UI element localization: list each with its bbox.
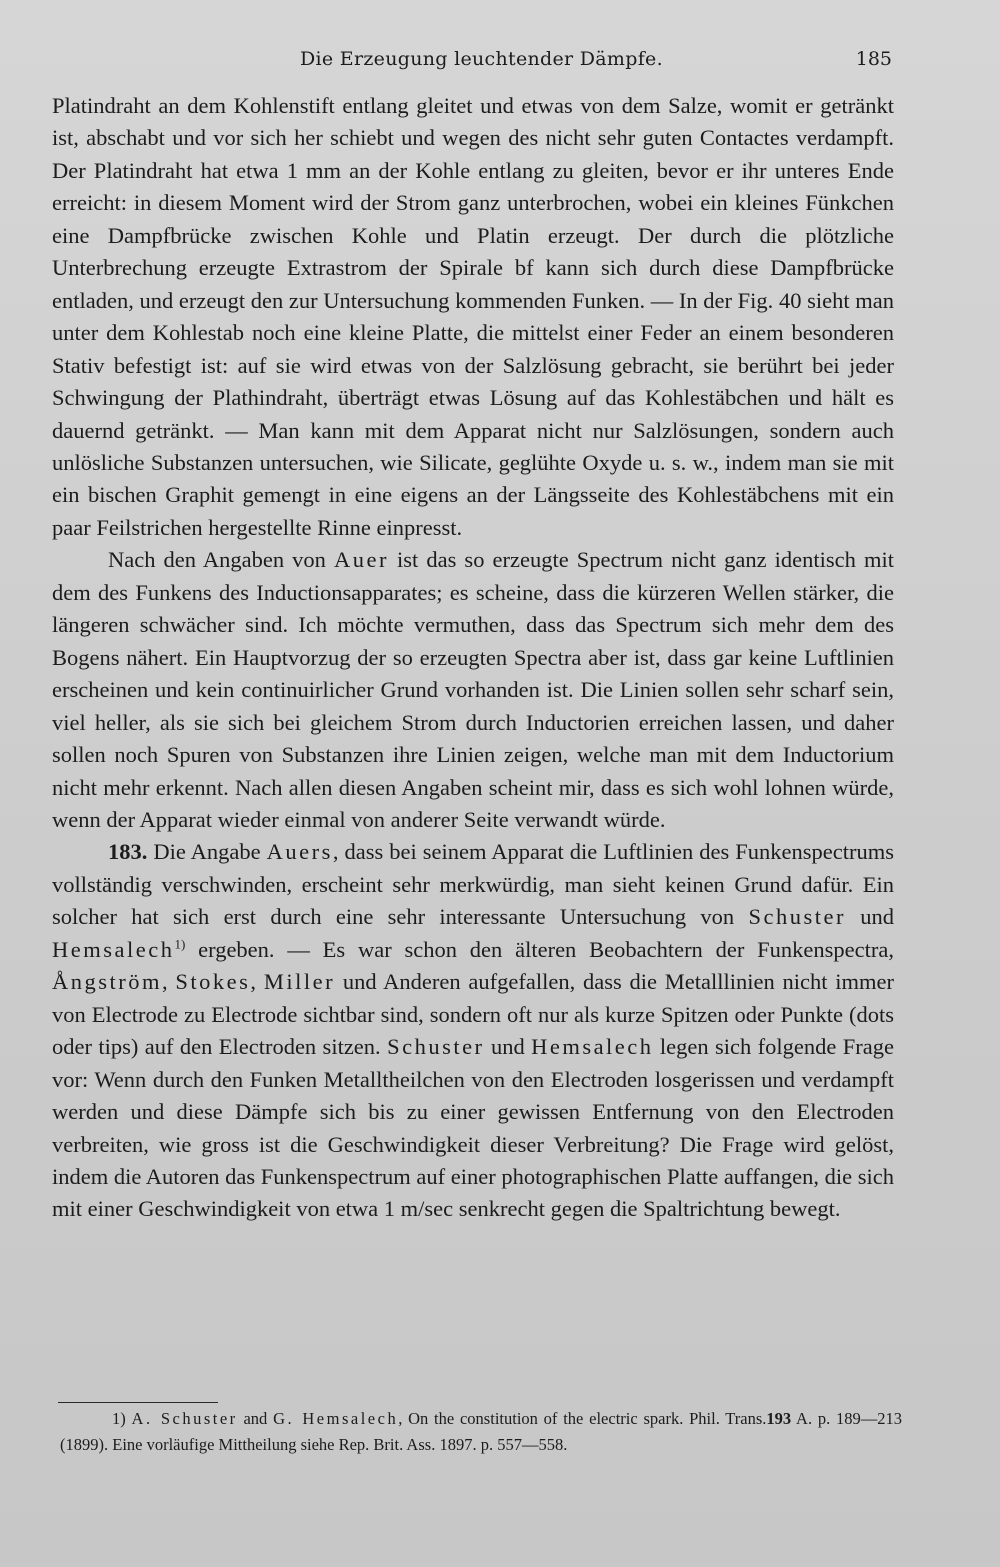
paragraph-2-text: ist das so erzeugte Spectrum nicht ganz identisch mit dem des Funkens des Inductionsapparates; es scheine, dass die kürzeren Wellen stärker, die längeren schwächer sind. Ich möchte vermuthen, dass das Spectrum sich mehr dem des Bogens nähert. Ein Hauptvorzug der so erzeugten Spectra aber ist, dass gar keine Luftlinien erscheinen und kein continuirlicher Grund vorhanden ist. Die Linien sollen sehr scharf sein, viel heller, als sie sich bei gleichem Strom durch Inductorien erreichen lassen, und daher sollen noch Spuren von Substanzen ihre Linien zeigen, welche man mit dem Inductorium nicht mehr erkennt. Nach allen diesen Angaben scheint mir, dass es sich wohl lohnen würde, wenn der Apparat wieder einmal von anderer Seite verwandt würde. [52,547,894,832]
paragraph-3-text: , dass bei seinem Apparat die Luftlinien des Funkenspectrums vollständig verschwinden, erscheint sehr merkwürdig, man sieht keinen Grund dafür. Ein solcher hat sich erst durch eine sehr interessante Untersuchung von [52,839,894,930]
author-name: Stokes [175,969,251,995]
paragraph-3-text: und [484,1034,532,1060]
author-name: Schuster [387,1034,485,1060]
footnote-volume: 193 [766,1409,792,1428]
footnote-text: , On the constitution of the electric spark. Phil. Trans. [398,1409,767,1428]
footnote-1 [60,1406,902,1458]
paragraph-3-text: , [162,969,176,995]
paragraph-3 [52,836,894,1225]
author-name: Ångström [52,969,162,995]
paragraph-3-text: legen sich folgende Frage vor: Wenn durch den Funken Metalltheilchen von den Electroden losgerissen und verdampft werden und diese Dämpfe sich bis zu einer gewissen Entfernung von den Electroden verbreiten, wie gross ist die Geschwindigkeit dieser Verbreitung? Die Frage wird gelöst, indem die Autoren das Funkenspectrum auf einer photographischen Platte auffangen, die sich mit einer Geschwindigkeit von etwa 1 m/sec senkrecht gegen die Spaltrichtung bewegt. [52,1034,894,1222]
author-name: Miller [263,969,336,995]
footnote-divider [58,1402,218,1403]
paragraph-1: Platindraht an dem Kohlenstift entlang gleitet und etwas von dem Salze, womit er getränkt ist, abschabt und vor sich her schiebt und wegen des nicht sehr guten Contactes verdampft. Der Platindraht hat etwa 1 mm an der Kohle entlang zu gleiten, bevor er ihr unteres Ende erreicht: in diesem Moment wird der Strom ganz unterbrochen, wobei ein kleines Fünkchen eine Dampfbrücke zwischen Kohle und Platin erzeugt. Der durch die plötzliche Unterbrechung erzeugte Extrastrom der Spirale bf kann sich durch diese Dampfbrücke entladen, und erzeugt den zur Untersuchung kommenden Funken. — In der Fig. 40 sieht man unter dem Kohlestab noch eine kleine Platte, die mittelst einer Feder an einem besonderen Stativ befestigt ist: auf sie wird etwas von der Salzlösung gebracht, sie berührt bei jeder Schwingung der Plathindraht, überträgt etwas Lösung auf das Kohlestäbchen und hält es dauernd getränkt. — Man kann mit dem Apparat nicht nur Salzlösungen, sondern auch unlösliche Substanzen untersuchen, wie Silicate, geglühte Oxyde u. s. w., indem man sie mit ein bischen Graphit gemengt in eine eigens an der Längsseite des Kohlestäbchens mit ein paar Feilstrichen hergestellte Rinne einpresst. [52,93,894,540]
body-text [52,90,894,1226]
paragraph-2-text: Nach den Angaben von [108,547,334,573]
paragraph-2 [52,544,894,836]
author-name: Hemsalech [531,1034,654,1060]
paragraph-3-text: Die Angabe [147,839,267,865]
author-name: Schuster [748,904,846,930]
footnote-text: A. p. 189—213 (1899). Eine vorläufige Mittheilung siehe Rep. Brit. Ass. 1897. p. 557—558. [60,1409,903,1454]
footnote-ref[interactable]: 1) [174,936,186,952]
page-number: 185 [855,48,892,70]
footnote-mark: 1) [112,1409,126,1428]
footnote-author: G. Hemsalech [273,1409,399,1428]
paragraph-3-text: , [250,969,264,995]
author-name: Hemsalech [52,936,175,962]
running-title: Die Erzeugung leuchtender Dämpfe. [300,48,663,70]
author-name: Auers [266,839,333,865]
paragraph-3-text: und [845,904,895,930]
section-number: 183. [108,839,148,865]
paragraph-3-text: ergeben. — Es war schon den älteren Beobachtern der Funkenspectra, [185,936,894,962]
footnote-text: and [237,1409,274,1428]
footnote-author: A. Schuster [131,1409,238,1428]
author-name: Auer [333,547,389,573]
footnotes [60,1406,902,1458]
running-head [50,46,892,72]
paragraph-3-text: und Anderen aufgefallen, dass die Metalllinien nicht immer von Electrode zu Electrode sichtbar sind, sondern oft nur als kurze Spitzen oder Punkte (dots oder tips) auf den Electroden sitzen. [52,969,895,1060]
